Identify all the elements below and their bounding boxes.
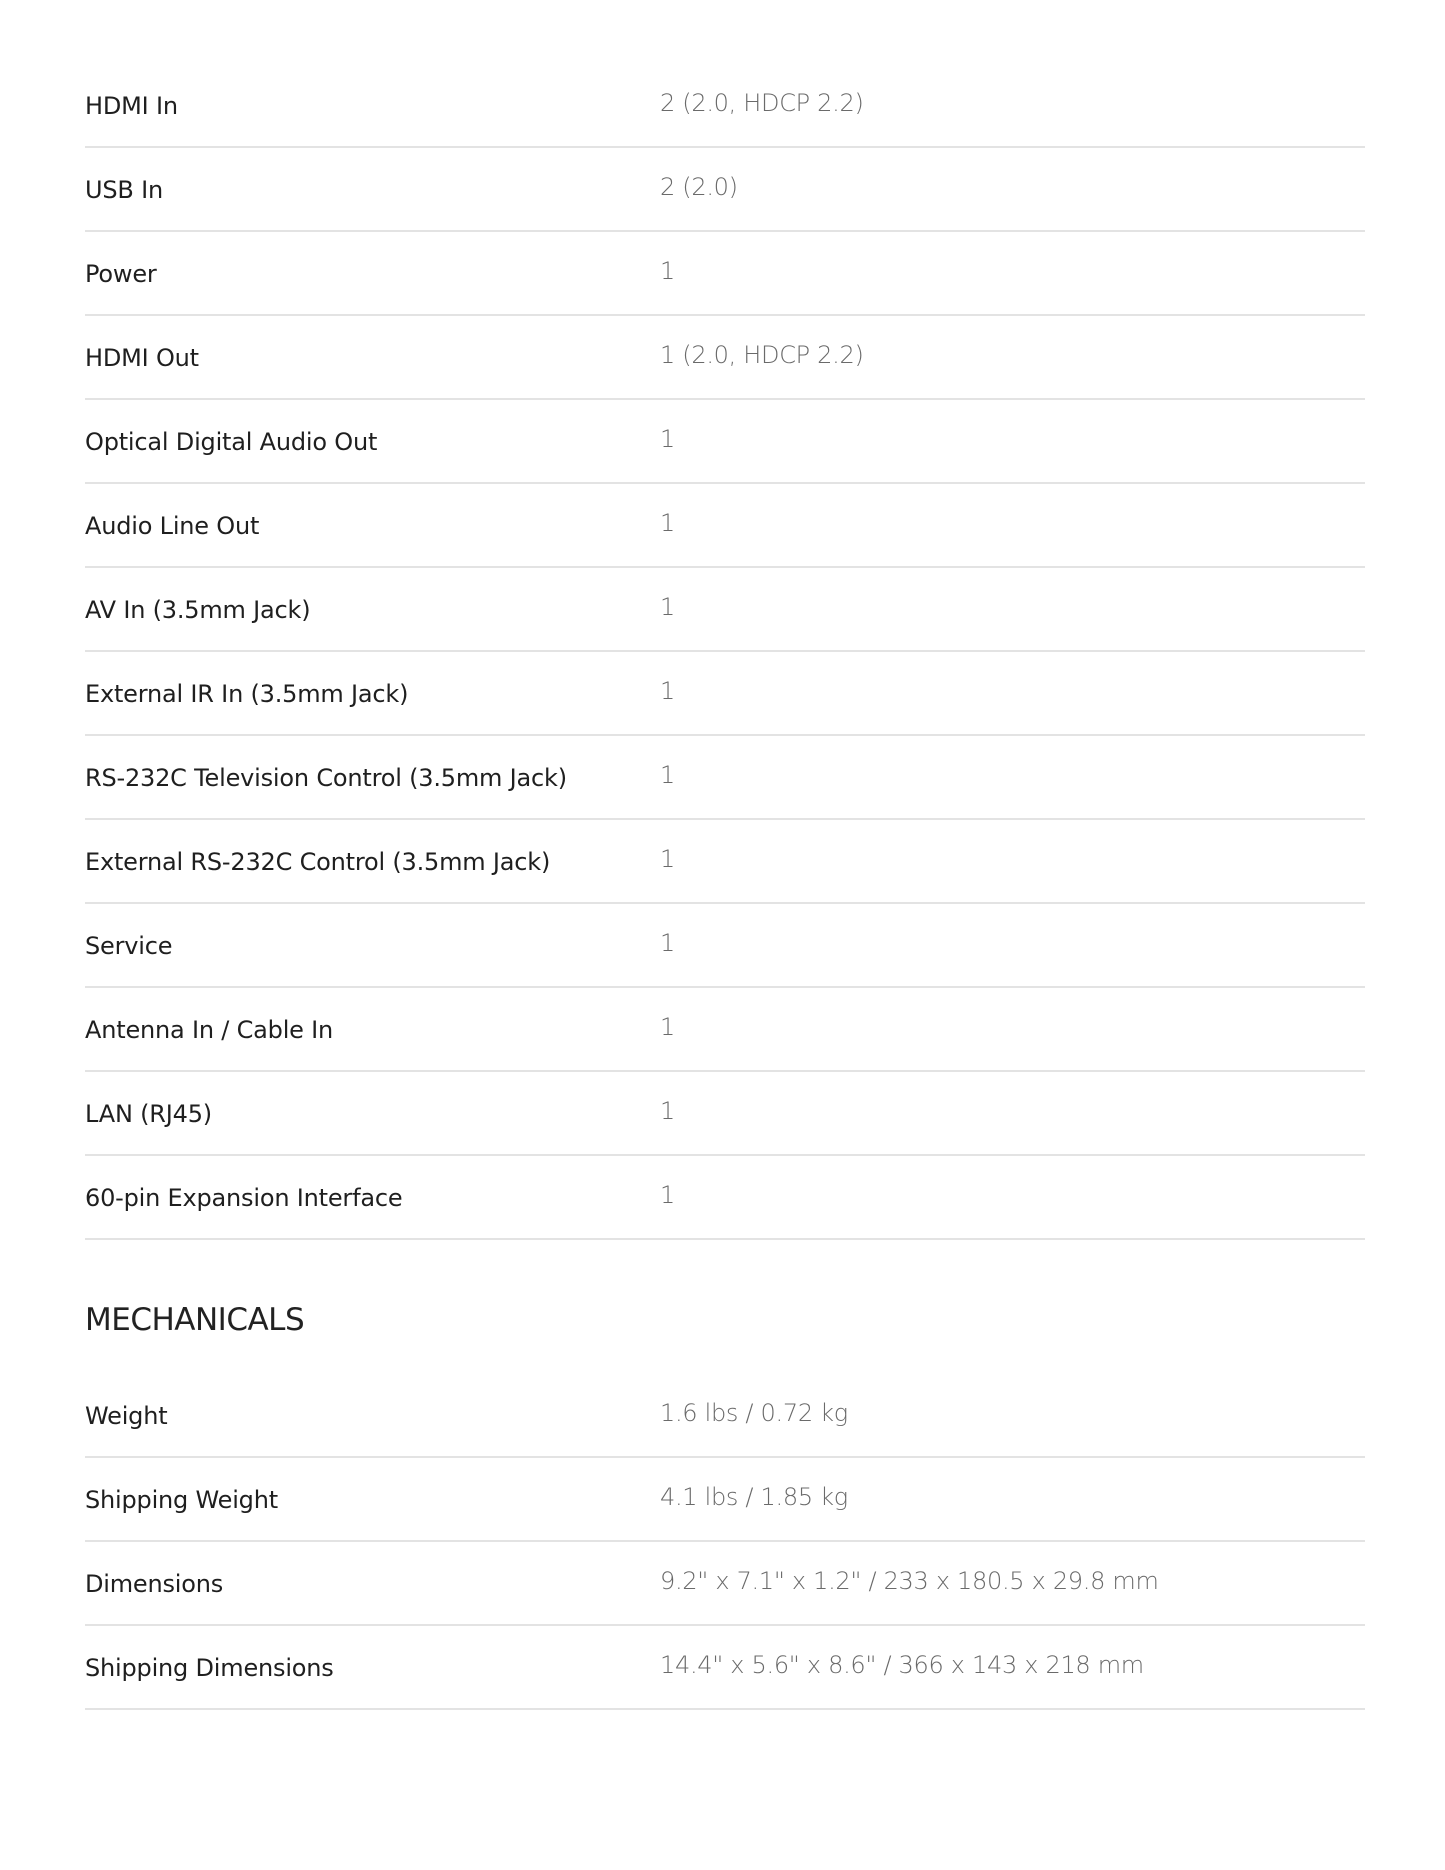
- spec-label: Service: [85, 932, 173, 960]
- spec-value: 2 (2.0, HDCP 2.2): [660, 89, 864, 117]
- spec-row-audio-line-out: [85, 484, 1365, 568]
- spec-row-service: [85, 904, 1365, 988]
- section-heading-mechanicals: MECHANICALS: [85, 1302, 305, 1338]
- spec-label: Shipping Dimensions: [85, 1654, 334, 1682]
- spec-value: 4.1 lbs / 1.85 kg: [660, 1483, 848, 1511]
- spec-row-external-rs232c-control: [85, 820, 1365, 904]
- spec-row-dimensions: [85, 1542, 1365, 1626]
- spec-label: Weight: [85, 1402, 168, 1430]
- spec-value: 1.6 lbs / 0.72 kg: [660, 1399, 848, 1427]
- spec-label: Shipping Weight: [85, 1486, 278, 1514]
- connectivity-spec-table: [85, 64, 1365, 1240]
- spec-value: 1: [660, 593, 675, 621]
- spec-value: 9.2" x 7.1" x 1.2" / 233 x 180.5 x 29.8 mm: [660, 1567, 1159, 1595]
- spec-row-60-pin-expansion-interface: [85, 1156, 1365, 1240]
- spec-value: 1: [660, 677, 675, 705]
- spec-value: 1: [660, 509, 675, 537]
- spec-row-antenna-cable-in: [85, 988, 1365, 1072]
- spec-row-rs232c-television-control: [85, 736, 1365, 820]
- spec-value: 1: [660, 425, 675, 453]
- spec-value: 1: [660, 1181, 675, 1209]
- spec-value: 1: [660, 845, 675, 873]
- spec-label: Audio Line Out: [85, 512, 260, 540]
- spec-value: 1: [660, 929, 675, 957]
- spec-row-shipping-weight: [85, 1458, 1365, 1542]
- spec-label: LAN (RJ45): [85, 1100, 212, 1128]
- spec-label: Optical Digital Audio Out: [85, 428, 378, 456]
- spec-row-external-ir-in: [85, 652, 1365, 736]
- spec-value: 14.4" x 5.6" x 8.6" / 366 x 143 x 218 mm: [660, 1651, 1144, 1679]
- spec-value: 1: [660, 761, 675, 789]
- spec-row-power: [85, 232, 1365, 316]
- spec-label: 60-pin Expansion Interface: [85, 1184, 403, 1212]
- spec-row-av-in: [85, 568, 1365, 652]
- mechanicals-spec-table: [85, 1374, 1365, 1710]
- spec-row-optical-digital-audio-out: [85, 400, 1365, 484]
- spec-value: 1: [660, 1097, 675, 1125]
- spec-label: Antenna In / Cable In: [85, 1016, 334, 1044]
- spec-label: HDMI In: [85, 92, 178, 120]
- spec-label: External IR In (3.5mm Jack): [85, 680, 409, 708]
- spec-row-usb-in: [85, 148, 1365, 232]
- spec-label: External RS-232C Control (3.5mm Jack): [85, 848, 551, 876]
- spec-value: 1 (2.0, HDCP 2.2): [660, 341, 864, 369]
- spec-row-weight: [85, 1374, 1365, 1458]
- spec-row-hdmi-out: [85, 316, 1365, 400]
- spec-row-lan: [85, 1072, 1365, 1156]
- spec-row-shipping-dimensions: [85, 1626, 1365, 1710]
- spec-label: RS-232C Television Control (3.5mm Jack): [85, 764, 567, 792]
- spec-sheet-page: [85, 64, 1365, 1710]
- spec-row-hdmi-in: [85, 64, 1365, 148]
- spec-value: 1: [660, 1013, 675, 1041]
- spec-label: AV In (3.5mm Jack): [85, 596, 311, 624]
- spec-label: Power: [85, 260, 157, 288]
- spec-label: Dimensions: [85, 1570, 224, 1598]
- spec-value: 1: [660, 257, 675, 285]
- spec-label: HDMI Out: [85, 344, 199, 372]
- spec-label: USB In: [85, 176, 163, 204]
- spec-value: 2 (2.0): [660, 173, 738, 201]
